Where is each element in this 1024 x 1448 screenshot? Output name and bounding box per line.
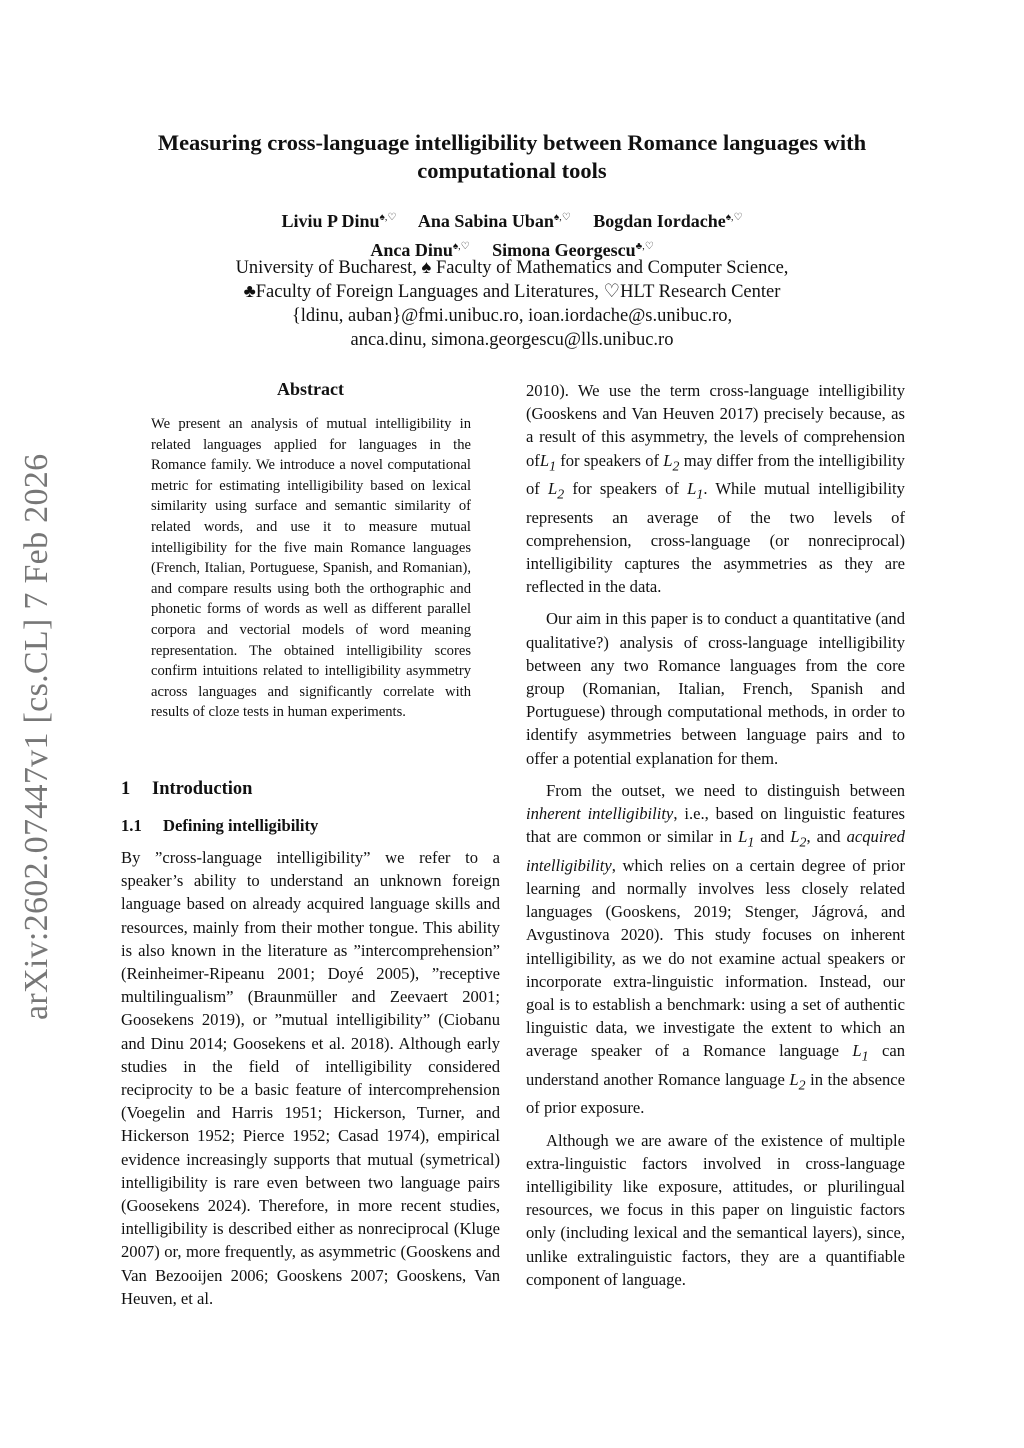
- math-L2: $L_2$: [789, 1069, 806, 1093]
- affiliation-line: ♣Faculty of Foreign Languages and Literatures, ♡HLT Research Center: [243, 282, 781, 302]
- author-marks: ♠,♡: [452, 241, 470, 252]
- author-marks: ♠,♡: [725, 212, 743, 223]
- text-run: in the absence of prior exposure.: [526, 1069, 905, 1118]
- author-marks: ♠,♡: [379, 212, 397, 223]
- text-run: , and: [806, 827, 841, 847]
- author-list: [110, 205, 914, 263]
- math-L1: $L_1$: [539, 450, 556, 473]
- right-column-body: [526, 379, 905, 1291]
- subsection-title: Defining intelligibility: [163, 816, 319, 835]
- paragraph: Although we are aware of the existence of multiple extra-linguistic factors involved in cross-language intelligibility like exposure, attitudes, or plurilingual resources, we focus in this paper on linguistic factors only (including lexical and the semantical layers), since, unlike extralinguistic factors, they are a quantifiable component of language.: [526, 1130, 905, 1289]
- paper-title: Measuring cross-language intelligibility between Romance languages with computational tools: [157, 130, 867, 183]
- section-heading: [121, 779, 252, 800]
- email-line: anca.dinu, simona.georgescu@lls.unibuc.ro: [350, 330, 674, 350]
- paragraph: Our aim in this paper is to conduct a quantitative (and qualitative?) analysis of cross-language intelligibility between any two Romance languages from the core group (Romanian, Italian, French, Spanish and Portuguese) through computational methods, in order to identify asymmetries between language pairs and to offer a potential explanation for them.: [526, 609, 905, 768]
- subsection-heading: [121, 816, 318, 836]
- text-run: may differ from the intelligibility of: [526, 450, 905, 499]
- text-run: , which relies on a certain degree of prior learning and normally involves less closely related languages (Gooskens, 2019; Stenger, Jágrová, and Avgustinova 2020). This study focuses on inherent intelligibility, as we do not examine actual speakers or incorporate extra-linguistic information. Instead, our goal is to establish a benchmark: using a set of authentic linguistic data, we investigate the extent to which an average speaker of a Romance language: [526, 855, 905, 1061]
- affiliation-line: University of Bucharest, ♠ Faculty of Mathematics and Computer Science,: [235, 258, 789, 278]
- email-line: {ldinu, auban}@fmi.unibuc.ro, ioan.iordache@s.unibuc.ro,: [291, 306, 733, 326]
- author-marks: ♠,♡: [553, 212, 571, 223]
- paragraph: [526, 379, 905, 598]
- section-number: 1: [121, 779, 131, 799]
- author-name: Ana Sabina Uban: [417, 211, 554, 231]
- emphasis: acquired intelligibility: [526, 827, 905, 875]
- paragraph: [526, 779, 905, 1120]
- subsection-number: 1.1: [121, 816, 142, 835]
- text-run: . While mutual intelligibility represents an average of the two levels of comprehension, cross-language (or nonreciprocal) intelligibility captures the asymmetries as they are reflected in the data.: [526, 479, 905, 597]
- affiliations: [110, 256, 914, 352]
- math-L2: $L_2$: [663, 450, 680, 473]
- text-run: 2010). We use the term cross-language intelligibility (Gooskens and Van Heuven 2017) precisely because, as a result of this asymmetry, the levels of comprehension of: [526, 381, 905, 470]
- emphasis: inherent intelligibility: [526, 804, 674, 824]
- math-L1: $L_1$: [687, 479, 704, 502]
- text-run: can understand another Romance language: [526, 1041, 905, 1089]
- math-L1: $L_1$: [852, 1041, 869, 1064]
- math-L1: $L_1$: [738, 827, 755, 850]
- left-column-body: By ”cross-language intelligibility” we refer to a speaker’s ability to understand an unknown foreign language based on already acquired language skills and resources, mainly from their mother tongue. This ability is also known in the literature as ”intercomprehension” (Reinheimer-Ripeanu 2001; Doyé 2005), ”receptive multilingualism” (Braunmüller and Zeevaert 2001; Goosekens 2019), or ”mutual intelligibility” (Ciobanu and Dinu 2014; Goosekens et al. 2018). Although early studies in the field of intelligibility considered reciprocity to be a basic feature of intercomprehension (Voegelin and Harris 1951; Hickerson, Turner, and Hickerson 1952; Pierce 1952; Casad 1974), empirical evidence increasingly supports that mutual (symetrical) intelligibility is rare even between two language pairs (Goosekens 2024). Therefore, in more recent studies, intelligibility is described either as nonreciprocal (Kluge 2007) or, more frequently, as asymmetric (Gooskens and Van Bezooijen 2006; Gooskens 2007; Gooskens, Van Heuven, et al.: [121, 848, 500, 1308]
- arxiv-identifier: arXiv:2602.07447v1 [cs.CL] 7 Feb 2026: [18, 453, 55, 1020]
- author-name: Anca Dinu: [370, 240, 453, 260]
- abstract-heading: Abstract: [277, 379, 344, 399]
- text-run: From the outset, we need to distinguish between: [546, 780, 905, 800]
- author-name: Bogdan Iordache: [593, 211, 726, 231]
- author-name: Simona Georgescu: [492, 240, 636, 260]
- author-name: Liviu P Dinu: [281, 211, 380, 231]
- text-run: , i.e., based on linguistic features that are common or similar in: [526, 804, 905, 847]
- text-run: and: [760, 827, 785, 847]
- authors-line-1: [110, 205, 914, 234]
- text-run: for speakers of: [572, 479, 679, 499]
- author-marks: ♣,♡: [635, 241, 654, 252]
- abstract-text: We present an analysis of mutual intelligibility in related languages applied for languages in the Romance family. We introduce a novel computational metric for estimating intelligibility based on lexical similarity using surface and semantic similarity of related words, and use it to measure mutual intelligibility for the five main Romance languages (French, Italian, Portuguese, Spanish, and Romanian), and compare results using both the orthographic and phonetic forms of words as well as different parallel corpora and vectorial models of word meaning representation. The obtained intelligibility scores confirm intuitions related to intelligibility asymmetry across languages and significantly correlate with results of cloze tests in human experiments.: [151, 416, 471, 721]
- text-run: for speakers of: [560, 450, 660, 470]
- section-title: Introduction: [152, 779, 253, 799]
- math-L2: $L_2$: [548, 479, 565, 502]
- math-L2: $L_2$: [790, 827, 807, 850]
